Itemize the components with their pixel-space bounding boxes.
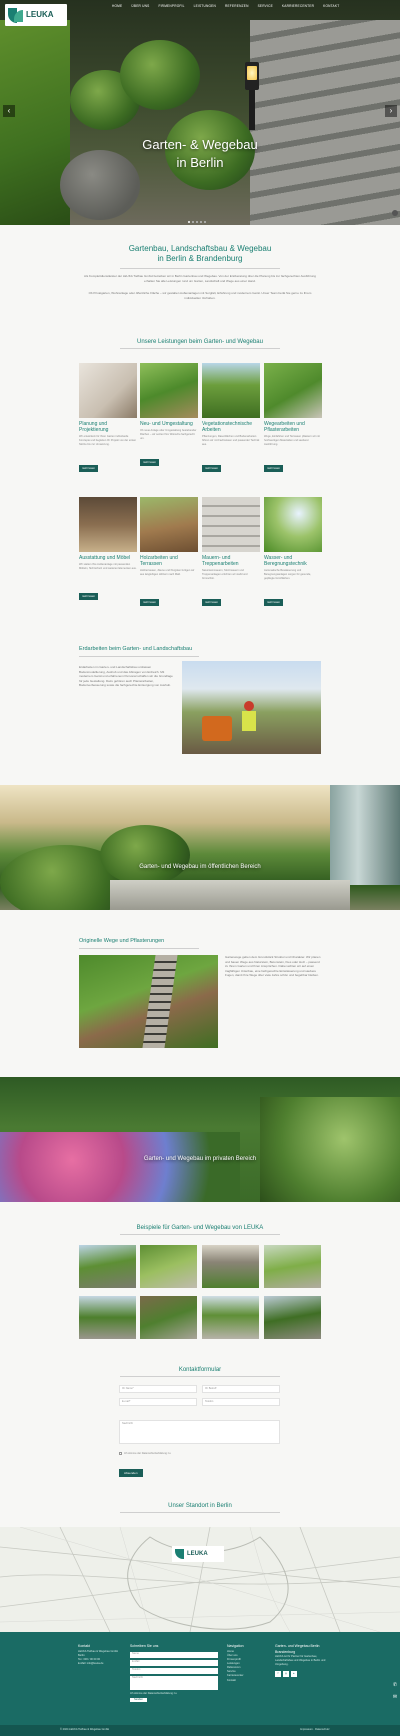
footer-link[interactable]: Home bbox=[227, 1649, 234, 1653]
earthworks-image bbox=[182, 661, 321, 754]
divider bbox=[120, 348, 280, 349]
banner-private bbox=[0, 1077, 400, 1202]
worker-helmet bbox=[244, 701, 254, 711]
stepping-stones bbox=[142, 955, 177, 1048]
footer-phone-field[interactable]: Telefon bbox=[130, 1668, 218, 1674]
service-text: Pflanzungen, Rasenflächen und Bodenarbeiten führen wir mit Fachwissen und passender Technik aus. bbox=[202, 435, 260, 446]
service-image-wood bbox=[140, 497, 198, 552]
footer-line: LEUKA Tiefbau & Wegebau GmbH bbox=[78, 1649, 119, 1653]
instagram-icon[interactable]: ◎ bbox=[284, 1671, 288, 1675]
footer-line[interactable]: E-Mail: info@leuka.de bbox=[78, 1662, 104, 1666]
service-card bbox=[202, 363, 260, 472]
gallery-thumb[interactable] bbox=[264, 1296, 321, 1339]
divider bbox=[79, 656, 199, 657]
service-more-button[interactable]: mehr lesen bbox=[264, 465, 283, 472]
lamp-post bbox=[249, 90, 255, 130]
paths-image bbox=[79, 955, 218, 1048]
service-title: Wegearbeiten und Pflasterarbeiten bbox=[264, 421, 305, 433]
hero-title-line2: in Berlin bbox=[176, 154, 224, 170]
hydrangea-bed bbox=[0, 1132, 240, 1202]
nav-item-leistungen[interactable]: LEISTUNGEN bbox=[193, 4, 216, 8]
footer-heading: Schreiben Sie uns bbox=[130, 1644, 159, 1648]
service-more-button[interactable]: mehr lesen bbox=[140, 599, 159, 606]
slider-prev-button[interactable]: ‹ bbox=[3, 105, 15, 117]
footer-nav bbox=[227, 1644, 272, 1683]
footer-email-field[interactable]: E-Mail bbox=[130, 1660, 218, 1666]
service-more-button[interactable]: mehr lesen bbox=[79, 593, 98, 600]
map-marker-label: LEUKA bbox=[187, 1550, 208, 1557]
slider-next-button[interactable]: › bbox=[385, 105, 397, 117]
logo[interactable] bbox=[5, 4, 67, 26]
phone-field[interactable]: Telefon bbox=[202, 1398, 280, 1406]
gallery-thumb[interactable] bbox=[140, 1296, 197, 1339]
service-more-button[interactable]: mehr lesen bbox=[264, 599, 283, 606]
paths-text: Gartenwege geben dem Grundstück Struktur und Charakter. Wir planen und bauen Wege aus Naturstein, Betonstein, Kies oder Holz – passend zu Ihrem Garten und Ihren Ansprüchen. Dabei achten wir auf einen tragfähigen Unterbau, eine fachgerechte Entwässerung und saubere Fugen, damit Ihre Wege über viele Jahre schön und begehbar bleiben. bbox=[225, 955, 321, 977]
footer-link[interactable]: Service bbox=[227, 1670, 236, 1674]
earthworks-text: Erdarbeiten im Garten- und Landschaftsbau umfassen Bodenmodellierung, Aushub und das Abtragen von Erdreich. Mit modernem Gerät und erfahrenem Personal schaffen wir die Grundlage für jede Gestaltung. Dazu gehören auch Planierarbeiten, Bodenverbesserung sowie die fachgerechte Entsorgung von Aushub. bbox=[79, 665, 173, 687]
service-card bbox=[79, 363, 137, 472]
service-title: Mauern- und Treppenarbeiten bbox=[202, 555, 239, 567]
social-icons bbox=[275, 1671, 335, 1677]
service-title: Wasser- und Beregnungstechnik bbox=[264, 555, 307, 567]
service-image-paving bbox=[264, 363, 322, 418]
footer-heading: Kontakt bbox=[78, 1644, 90, 1648]
footer-link[interactable]: Karrierecenter bbox=[227, 1674, 244, 1678]
service-card bbox=[264, 363, 322, 472]
logo-leaf-icon bbox=[175, 1549, 184, 1559]
footer-link[interactable]: Leistungen bbox=[227, 1662, 240, 1666]
divider bbox=[120, 1376, 280, 1377]
footer-line: Tel.: 030 / 00 00 00 bbox=[78, 1657, 101, 1661]
nav-item-firmenprofil[interactable]: FIRMENPROFIL bbox=[158, 4, 185, 8]
gallery-thumb[interactable] bbox=[202, 1296, 259, 1339]
map[interactable] bbox=[0, 1527, 400, 1632]
slider-dot[interactable] bbox=[196, 221, 198, 223]
youtube-icon[interactable]: ▸ bbox=[291, 1671, 297, 1677]
service-card bbox=[140, 363, 198, 466]
footer-link[interactable]: Referenzen bbox=[227, 1666, 241, 1670]
gallery-thumb[interactable] bbox=[202, 1245, 259, 1288]
logo-text: LEUKA bbox=[26, 10, 54, 20]
slider-dot[interactable] bbox=[192, 221, 194, 223]
footer-link[interactable]: Firmenprofil bbox=[227, 1657, 241, 1661]
service-more-button[interactable]: mehr lesen bbox=[202, 465, 221, 472]
privacy-checkbox[interactable] bbox=[119, 1452, 122, 1455]
map-marker[interactable] bbox=[172, 1546, 224, 1562]
shrub-image bbox=[120, 40, 200, 110]
service-more-button[interactable]: mehr lesen bbox=[79, 465, 98, 472]
service-text: Wir statten Ihre Außenanlage mit passenden Möbeln, Sichtschutz und weiteren Elementen aus. bbox=[79, 563, 137, 570]
footer bbox=[0, 1632, 400, 1736]
footer-send-button[interactable]: Senden bbox=[130, 1698, 147, 1702]
service-image-planning bbox=[79, 363, 137, 418]
intro-title-line2: in Berlin & Brandenburg bbox=[157, 254, 243, 264]
privacy-label: Ich stimme der Datenschutzerklärung zu. bbox=[124, 1452, 172, 1455]
copyright: © 2024 LEUKA Tiefbau & Wegebau GmbH bbox=[60, 1728, 110, 1731]
service-title: Holzarbeiten und Terrassen bbox=[140, 555, 178, 567]
gallery-thumb[interactable] bbox=[264, 1245, 321, 1288]
footer-line: Berlin bbox=[78, 1653, 85, 1657]
excavator bbox=[202, 716, 232, 741]
service-image-stairs bbox=[202, 497, 260, 552]
subject-field[interactable]: Ihr Betreff bbox=[202, 1385, 280, 1393]
footer-contact bbox=[78, 1644, 128, 1666]
service-title: Neu- und Umgestaltung bbox=[140, 421, 193, 427]
footer-name-field[interactable]: Name bbox=[130, 1652, 218, 1658]
worker-vest bbox=[242, 711, 256, 731]
stairs-image bbox=[250, 20, 400, 225]
slider-dot[interactable] bbox=[200, 221, 202, 223]
service-title: Ausstattung und Möbel bbox=[79, 555, 131, 561]
footer-consent[interactable]: Ich stimme der Datenschutzerklärung zu. bbox=[130, 1691, 178, 1695]
service-more-button[interactable]: mehr lesen bbox=[140, 459, 159, 466]
footer-link[interactable]: Kontakt bbox=[227, 1678, 236, 1682]
hero-title-line1: Garten- & Wegebau bbox=[142, 137, 258, 152]
banner-private-caption: Garten- und Wegebau im privaten Bereich bbox=[143, 1156, 257, 1162]
footer-heading: Navigation bbox=[227, 1644, 244, 1648]
service-text: Wege, Einfahrten und Terrassen pflastern wir mit hochwertigen Materialien und sauberer Ausführung. bbox=[264, 435, 320, 446]
nav-item-ueber-uns[interactable]: ÜBER UNS bbox=[131, 4, 150, 8]
location-title: Unser Standort in Berlin bbox=[168, 1503, 232, 1509]
slider-dot[interactable] bbox=[188, 221, 190, 223]
hero-slider bbox=[0, 0, 400, 225]
divider bbox=[79, 948, 199, 949]
footer-link[interactable]: Über uns bbox=[227, 1653, 238, 1657]
service-card bbox=[140, 497, 198, 606]
divider bbox=[120, 1234, 280, 1235]
divider bbox=[120, 1512, 280, 1513]
lawn-image bbox=[0, 20, 70, 225]
shrub-image bbox=[100, 825, 190, 885]
service-text: Wir entwickeln für Ihren Garten individuelle Konzepte und begleiten Ihr Projekt von der ersten Skizze bis zur Umsetzung. bbox=[79, 435, 137, 446]
intro-title bbox=[0, 244, 400, 265]
footer-about-text: LEUKA ist Ihr Partner für Gartenbau, Landschaftsbau und Wegebau in Berlin und Umgebung. bbox=[275, 1655, 326, 1667]
footer-form bbox=[130, 1644, 222, 1702]
nav-item-referenzen[interactable]: REFERENZEN bbox=[224, 4, 249, 8]
mail-icon[interactable]: ✉ bbox=[390, 1692, 400, 1702]
legal-links[interactable]: Impressum · Datenschutz bbox=[300, 1728, 330, 1731]
footer-heading: Garten- und Wegebau Berlin Brandenburg bbox=[275, 1644, 320, 1654]
banner-public bbox=[0, 785, 400, 910]
earthworks-title: Erdarbeiten beim Garten- und Landschaftsbau bbox=[79, 646, 193, 652]
main-nav bbox=[112, 4, 339, 8]
email-field[interactable]: E-mail* bbox=[119, 1398, 197, 1406]
nav-item-karrierecenter[interactable]: KARRIERECENTER bbox=[281, 4, 315, 8]
divider bbox=[120, 268, 280, 269]
nav-item-kontakt[interactable]: KONTAKT bbox=[323, 4, 340, 8]
pause-icon[interactable] bbox=[392, 210, 398, 216]
gallery-thumb[interactable] bbox=[79, 1245, 136, 1288]
banner-public-caption: Garten- und Wegebau im öffentlichen Bereich bbox=[139, 864, 261, 870]
service-card bbox=[79, 497, 137, 600]
name-field[interactable]: Ihr Name* bbox=[119, 1385, 197, 1393]
services-title: Unsere Leistungen beim Garten- und Wegebau bbox=[137, 339, 263, 345]
service-image-furniture bbox=[79, 497, 137, 552]
intro-text: Als Komplettdienstleister der LEUKA Tiefbau GmbH betreiben wir in Berlin Gartenbau und Wegebau. Von der Erstberatung über die Planung bis zur fachgerechten Ausführung erhalten Sie alle Leistungen rund um Garten, Landschaft und Wege aus einer Hand. bbox=[84, 274, 316, 283]
service-text: Natursteinmauern, Stützmauern und Treppenanlagen errichten wir stabil und formschön. bbox=[202, 569, 248, 580]
nav-item-service[interactable]: SERVICE bbox=[257, 4, 273, 8]
examples-title: Beispiele für Garten- und Wegebau von LEUKA bbox=[136, 1225, 264, 1231]
service-title: Planung und Projektierung bbox=[79, 421, 109, 433]
hero-title bbox=[100, 136, 300, 171]
slider-dot[interactable] bbox=[204, 221, 206, 223]
intro-title-line1: Gartenbau, Landschaftsbau & Wegebau bbox=[128, 244, 272, 253]
service-image-irrigation bbox=[264, 497, 322, 552]
side-contact-icons bbox=[390, 1680, 400, 1704]
trees-image bbox=[260, 1097, 400, 1202]
garden-lamp bbox=[245, 62, 259, 90]
service-text: Holzterrassen, Zäune und Pergolen fertigen wir aus langlebigen Hölzern nach Maß. bbox=[140, 569, 195, 576]
service-image-redesign bbox=[140, 363, 198, 418]
service-card bbox=[202, 497, 260, 606]
service-text: Automatische Bewässerung und Beregnungsanlagen sorgen für gesunde, gepflegte Grünflächen. bbox=[264, 569, 312, 580]
submit-button[interactable]: Absenden bbox=[119, 1469, 143, 1477]
slider-dots bbox=[188, 221, 206, 223]
service-card bbox=[264, 497, 322, 606]
footer-bottom-bar bbox=[0, 1725, 400, 1736]
footer-message-field[interactable]: Nachricht bbox=[130, 1676, 218, 1690]
service-more-button[interactable]: mehr lesen bbox=[202, 599, 221, 606]
footer-about bbox=[275, 1644, 335, 1677]
message-field[interactable]: Nachricht bbox=[119, 1420, 280, 1444]
logo-leaf-icon bbox=[8, 8, 23, 23]
intro-text-2: Ob Privatgarten, Wohnanlage oder öffentliche Fläche – wir gestalten Außenanlagen mit Sorgfalt, Erfahrung und modernem Gerät. Unser Team berät Sie gerne zu Ihrem individuellen Vorhaben. bbox=[88, 291, 312, 300]
gallery-thumb[interactable] bbox=[79, 1296, 136, 1339]
service-text: Ob neue Anlage oder Umgestaltung bestehender Flächen – wir setzen Ihre Wünsche fachgerecht um. bbox=[140, 429, 197, 440]
facebook-icon[interactable]: f bbox=[275, 1671, 281, 1677]
phone-icon[interactable]: ✆ bbox=[390, 1680, 400, 1690]
nav-item-home[interactable]: HOME bbox=[112, 4, 123, 8]
contact-title: Kontaktformular bbox=[178, 1367, 222, 1373]
service-title: Vegetationstechnische Arbeiten bbox=[202, 421, 253, 433]
paths-title: Originelle Wege und Pflasterungen bbox=[79, 938, 165, 944]
gallery-thumb[interactable] bbox=[140, 1245, 197, 1288]
map-roads bbox=[0, 1527, 400, 1632]
paved-plaza bbox=[110, 880, 350, 910]
service-image-vegetation bbox=[202, 363, 260, 418]
